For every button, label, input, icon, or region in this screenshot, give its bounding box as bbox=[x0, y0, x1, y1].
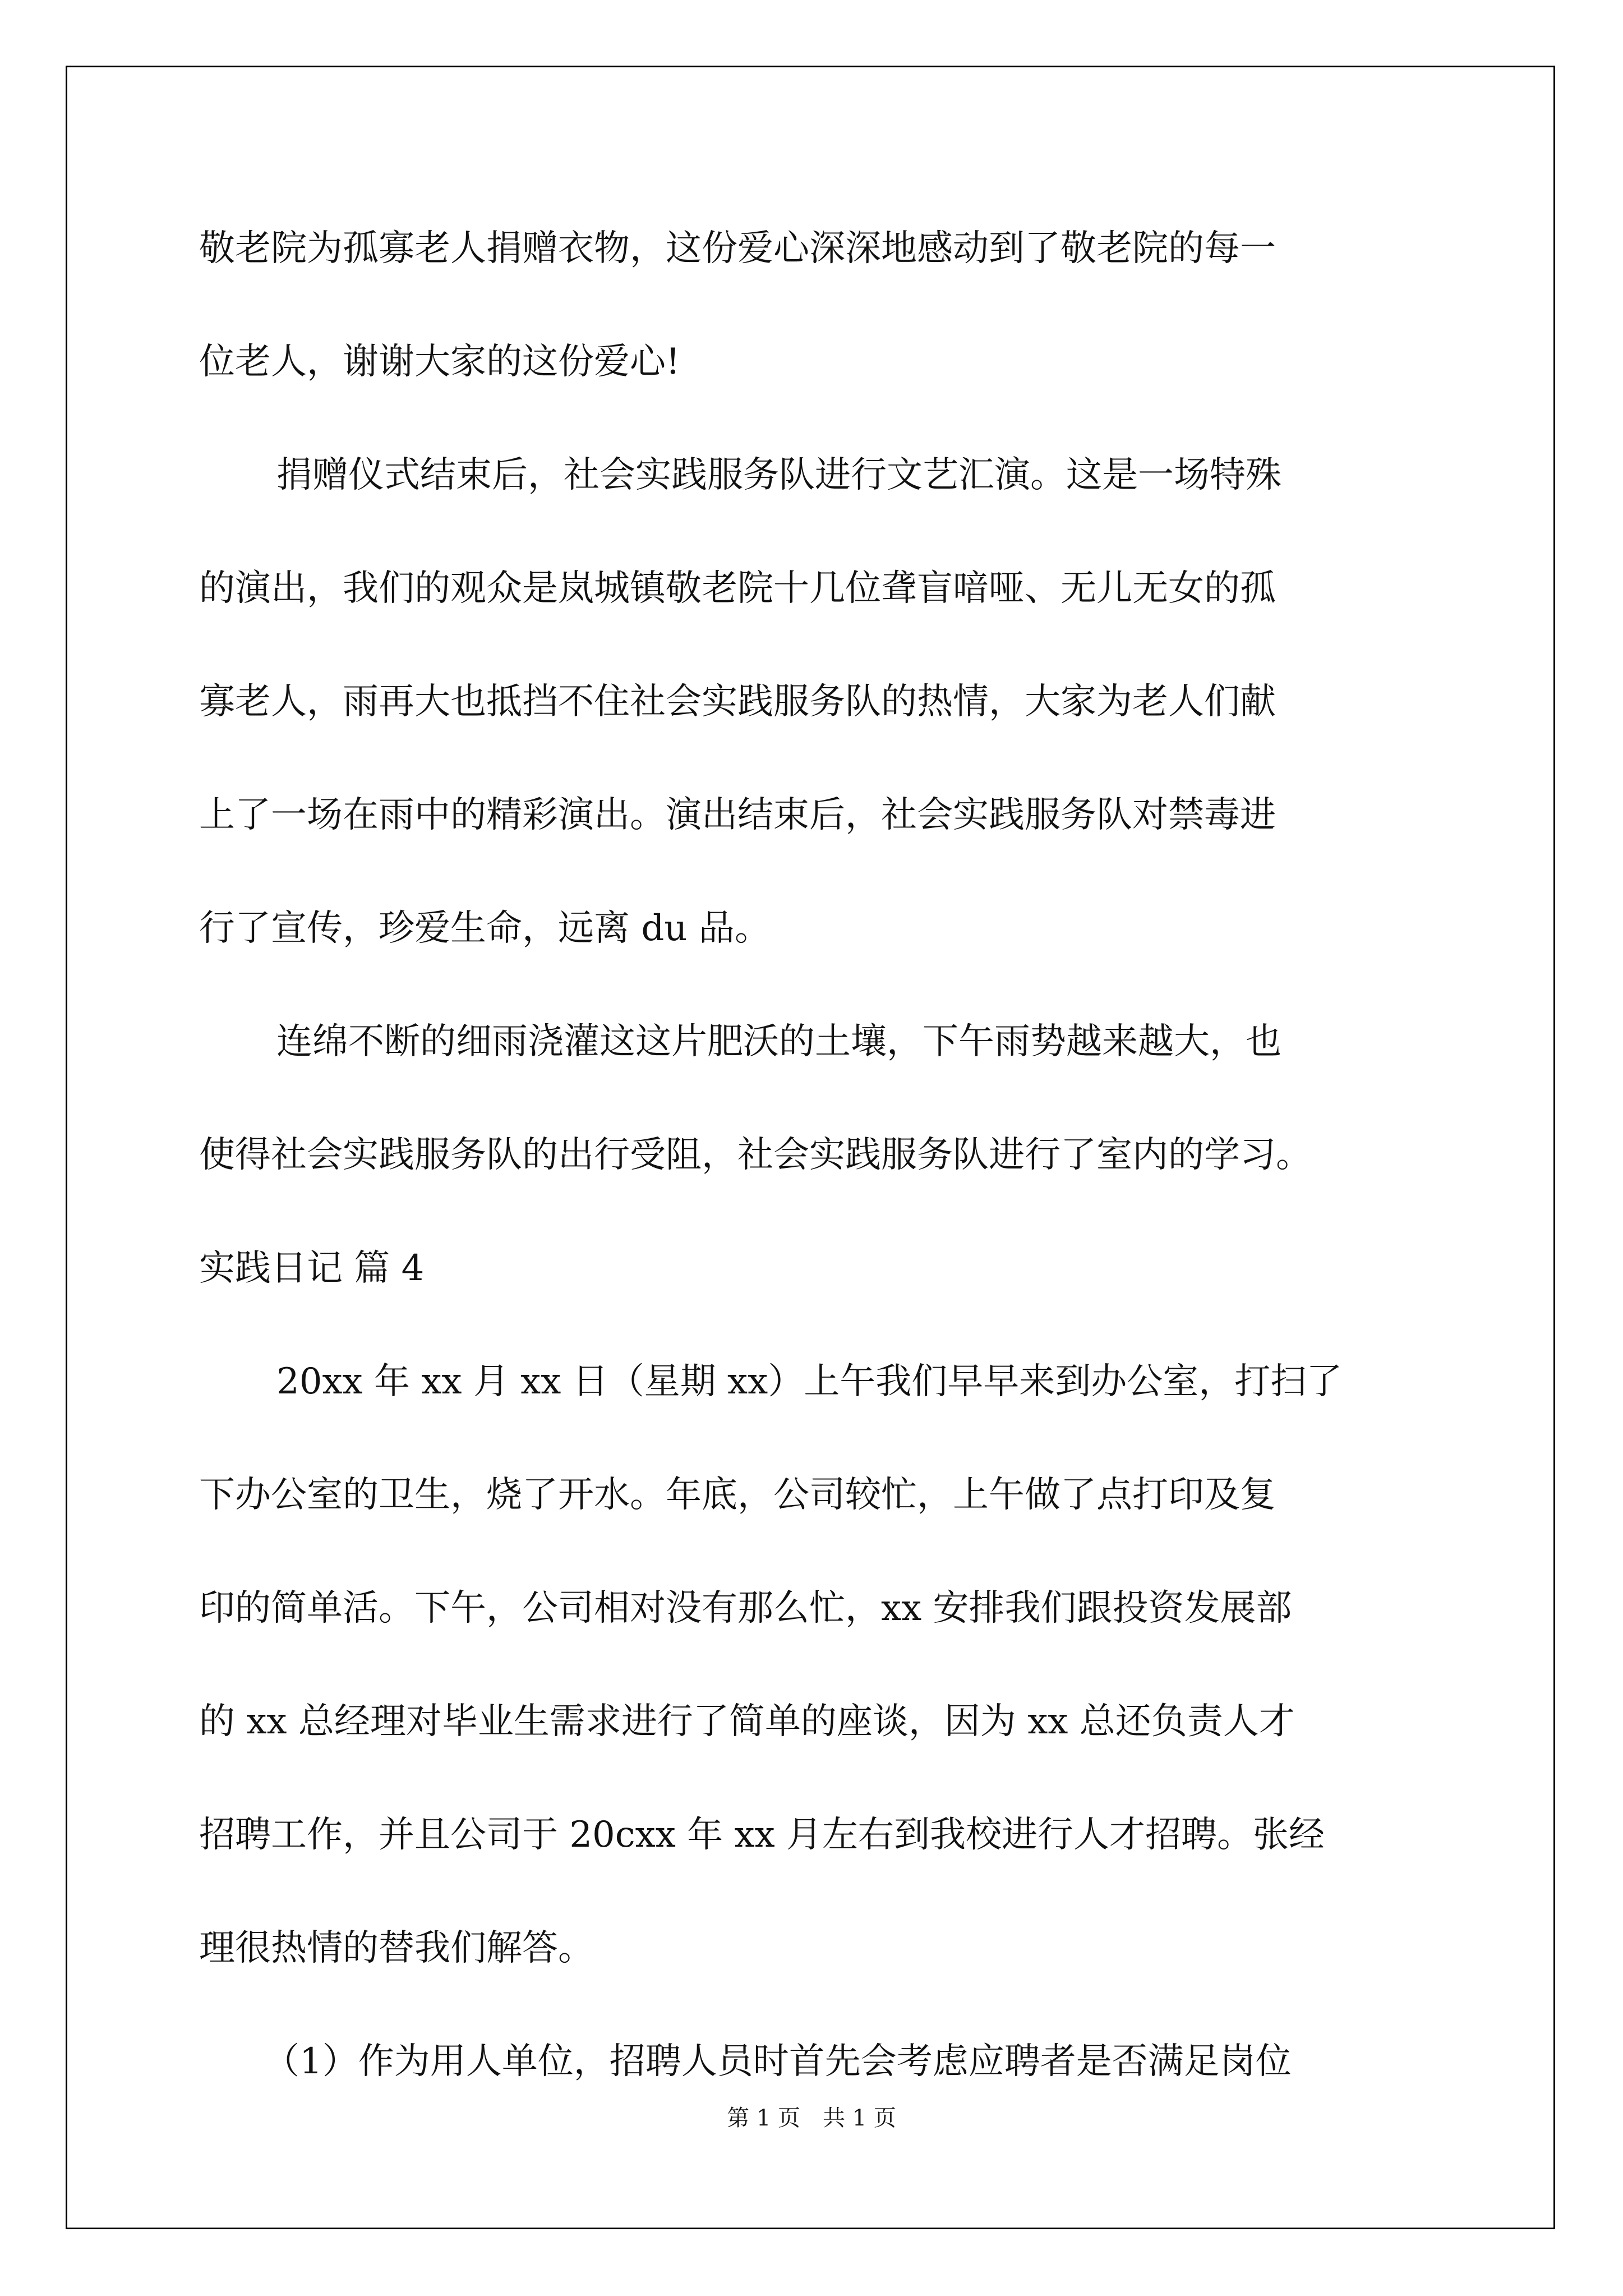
document-body bbox=[199, 192, 1433, 2118]
text-line: 使得社会实践服务队的出行受阻，社会实践服务队进行了室内的学习。 bbox=[199, 1134, 1312, 1176]
section-heading: 实践日记 篇 4 bbox=[199, 1248, 425, 1289]
text-line: 寡老人，雨再大也抵挡不住社会实践服务队的热情，大家为老人们献 bbox=[199, 681, 1276, 723]
text-line: 印的简单活。下午，公司相对没有那么忙，xx 安排我们跟投资发展部 bbox=[199, 1588, 1292, 1629]
paragraph-start-line: 捐赠仪式结束后，社会实践服务队进行文艺汇演。这是一场特殊 bbox=[276, 454, 1281, 496]
text-line: 的 xx 总经理对毕业生需求进行了简单的座谈，因为 xx 总还负责人才 bbox=[199, 1701, 1295, 1742]
paragraph-start-line: （1）作为用人单位，招聘人员时首先会考虑应聘者是否满足岗位 bbox=[264, 2041, 1292, 2082]
paragraph-start-line: 20xx 年 xx 月 xx 日（星期 xx）上午我们早早来到办公室，打扫了 bbox=[276, 1361, 1343, 1402]
paragraph-start-line: 连绵不断的细雨浇灌这这片肥沃的土壤，下午雨势越来越大，也 bbox=[276, 1021, 1281, 1062]
text-line: 的演出，我们的观众是岚城镇敬老院十几位聋盲喑哑、无儿无女的孤 bbox=[199, 568, 1276, 609]
text-line: 位老人，谢谢大家的这份爱心! bbox=[199, 341, 680, 383]
text-line: 招聘工作，并且公司于 20cxx 年 xx 月左右到我校进行人才招聘。张经 bbox=[199, 1814, 1325, 1856]
text-line: 理很热情的替我们解答。 bbox=[199, 1927, 594, 1969]
text-line: 敬老院为孤寡老人捐赠衣物，这份爱心深深地感动到了敬老院的每一 bbox=[199, 228, 1276, 269]
page-number-footer: 第 1 页 共 1 页 bbox=[727, 2105, 896, 2131]
text-line: 下办公室的卫生，烧了开水。年底，公司较忙，上午做了点打印及复 bbox=[199, 1474, 1276, 1516]
text-line: 行了宣传，珍爱生命，远离 du 品。 bbox=[199, 908, 771, 949]
text-line: 上了一场在雨中的精彩演出。演出结束后，社会实践服务队对禁毒进 bbox=[199, 794, 1276, 836]
